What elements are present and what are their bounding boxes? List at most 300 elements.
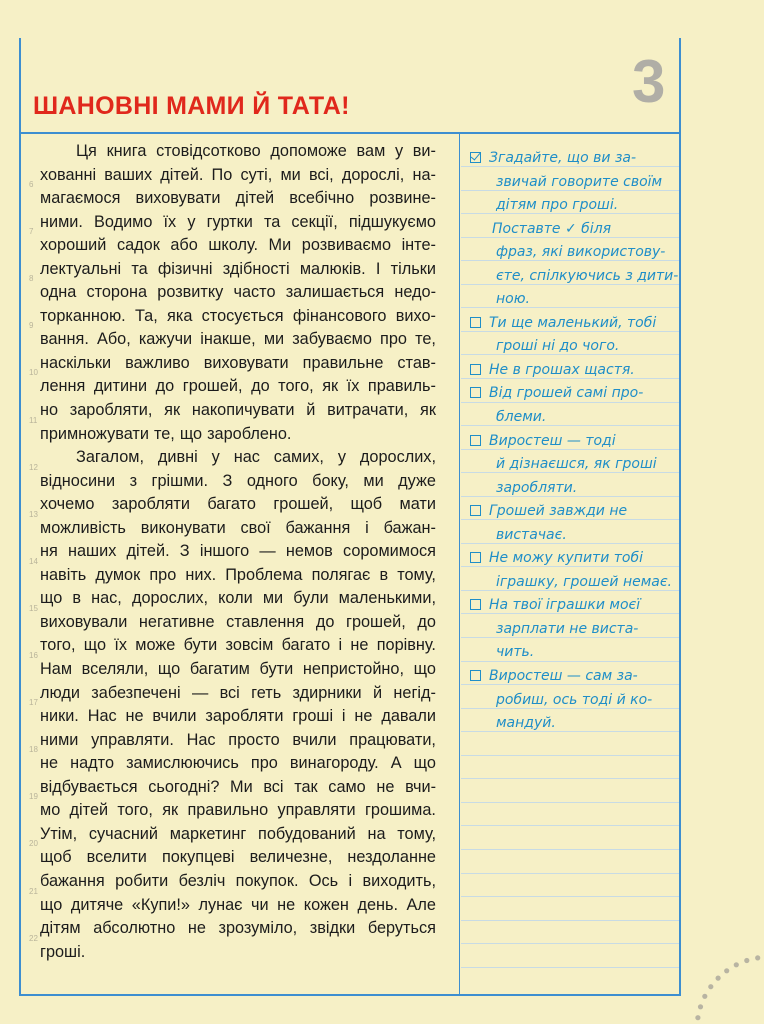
phrase-line (470, 547, 680, 571)
word: грошима. (364, 801, 436, 820)
word: просто (228, 730, 280, 749)
word: про (380, 330, 407, 349)
word: в (379, 565, 389, 584)
word: дивні (157, 448, 198, 467)
page-title: ШАНОВНІ МАМИ Й ТАТА! (33, 92, 350, 120)
word: гуртки (206, 212, 253, 231)
line-number: 11 (29, 415, 38, 425)
phrase-checkbox-item[interactable] (470, 500, 680, 547)
word: тільки (390, 259, 436, 278)
word: хороший (40, 236, 107, 255)
phrase-line (470, 500, 680, 524)
phrase-line (470, 382, 680, 406)
word: не (376, 777, 395, 796)
word: Нам (40, 660, 73, 679)
phrase-line: вистачає. (496, 526, 567, 543)
word: в (72, 589, 82, 608)
word: грошей, (182, 377, 243, 396)
word: до (315, 612, 335, 631)
body-text-line (40, 258, 436, 282)
word: правиль- (367, 377, 436, 396)
body-text-line (40, 540, 436, 564)
word: у (337, 448, 346, 467)
word: дітей. (126, 542, 170, 561)
word: покупок. (235, 871, 299, 890)
word: у (211, 448, 220, 467)
word: ня (40, 542, 58, 561)
body-text-line (40, 470, 436, 494)
word: надто (70, 754, 115, 773)
word: як (164, 401, 181, 420)
word: їх (163, 212, 177, 231)
phrase-line: й дізнаєшся, як гроші (496, 456, 657, 473)
word: заробляти, (69, 401, 153, 420)
line-number: 19 (29, 792, 38, 802)
word: іншого (199, 542, 250, 561)
body-text-line (40, 870, 436, 894)
word: дітей. (160, 165, 204, 184)
word: но (40, 401, 59, 420)
word: «Купи!» (131, 895, 190, 914)
phrase-line: мандуй. (496, 715, 556, 732)
word: виконувати (140, 518, 226, 537)
body-text-line (40, 658, 436, 682)
word: непристойно, (302, 660, 404, 679)
word: дітям (40, 919, 81, 938)
word: наскільки (40, 353, 112, 372)
word: люди (40, 683, 80, 702)
body-text-line (40, 446, 436, 470)
word: дітей (235, 189, 275, 208)
word: Нас (87, 707, 117, 726)
word: зовсім (225, 636, 274, 655)
word: відбувається (40, 777, 138, 796)
decorative-dot (734, 962, 739, 967)
word: і (365, 518, 369, 537)
ruled-line (461, 849, 679, 850)
word: може (135, 636, 176, 655)
body-text-line (40, 305, 436, 329)
word: управляти (277, 801, 356, 820)
word: що (40, 895, 63, 914)
word: та (131, 259, 148, 278)
checkbox-icon[interactable] (470, 670, 481, 681)
word: порівну. (376, 636, 436, 655)
body-text-line (40, 705, 436, 729)
decorative-dot (755, 955, 760, 960)
ruled-line (461, 778, 679, 779)
word: полягає (311, 565, 371, 584)
word: всі, (308, 165, 334, 184)
decorative-dot-arc (674, 934, 764, 1024)
word: негід- (393, 683, 436, 702)
decorative-dot (708, 984, 713, 989)
word: як (162, 801, 179, 820)
word: Загалом, (76, 448, 144, 467)
word: накопичувати (191, 401, 295, 420)
word: лунає (198, 895, 243, 914)
column-divider (459, 134, 460, 994)
checked-box-icon (470, 152, 481, 163)
intro-line (470, 147, 680, 171)
word: мати (399, 495, 436, 514)
line-number: 20 (29, 839, 38, 849)
body-text-line (40, 799, 436, 823)
phrase-text: Грошей завжди не (489, 503, 628, 520)
word: розвине- (369, 189, 436, 208)
word: дитяче (70, 895, 124, 914)
phrase-checkbox-item[interactable] (470, 312, 680, 359)
word: багато (281, 636, 331, 655)
word: на (367, 824, 386, 843)
body-text-line (40, 328, 436, 352)
word: так (294, 777, 318, 796)
word: не (125, 707, 144, 726)
word: Ми (230, 777, 253, 796)
ruled-line (461, 873, 679, 874)
phrase-text: Ти ще маленький, тобі (489, 314, 657, 331)
intro-line: звичай говорите своїм (496, 173, 663, 190)
decorative-dot (698, 1004, 703, 1009)
body-text-line (40, 564, 436, 588)
word: сторона (86, 283, 148, 302)
word: вам (356, 142, 386, 160)
word: вання. (40, 330, 89, 349)
ruled-line (461, 896, 679, 897)
word: Водимо (94, 212, 153, 231)
word: й (372, 683, 383, 702)
body-text-line (40, 682, 436, 706)
word: їх (346, 377, 360, 396)
word: величезне, (249, 848, 333, 867)
checkbox-icon[interactable] (470, 317, 481, 328)
checkbox-icon[interactable] (470, 505, 481, 516)
ruled-line (461, 825, 679, 826)
word: фізичні (157, 259, 213, 278)
decorative-dot (724, 968, 729, 973)
word: ставлення (226, 612, 305, 631)
decorative-dot (702, 994, 707, 999)
word: давали (381, 707, 436, 726)
word: дорослі, (341, 165, 405, 184)
word: кажучи (138, 330, 193, 349)
word: Ми (268, 236, 292, 255)
word: витрачати, (327, 401, 409, 420)
word: побудований (258, 824, 356, 843)
word: вчили (292, 730, 337, 749)
body-text-line (40, 164, 436, 188)
word: розвитку (157, 283, 224, 302)
word: сьогодні? (148, 777, 220, 796)
body-text-line (40, 941, 436, 965)
word: і (348, 871, 353, 890)
word: вчили (152, 707, 197, 726)
word: само (328, 777, 366, 796)
word: бути (183, 636, 218, 655)
word: тому, (397, 565, 436, 584)
word: лення (40, 377, 86, 396)
body-text-line (40, 634, 436, 658)
word: що (157, 660, 181, 679)
phrase-checkbox-item[interactable] (470, 665, 680, 736)
word: І (375, 259, 381, 278)
word: Але (406, 895, 436, 914)
word: до (251, 377, 270, 396)
word: стосується (201, 306, 284, 325)
phrase-line (470, 312, 680, 336)
phrase-line: чить. (496, 644, 535, 661)
checkbox-icon[interactable] (470, 599, 481, 610)
body-text-line (40, 140, 436, 164)
body-text-line (40, 281, 436, 305)
word: геть (251, 683, 282, 702)
intro-line: фраз, які використову- (496, 244, 666, 261)
word: до (417, 612, 436, 631)
word: Та, (134, 306, 158, 325)
phrase-text: Виростеш — сам за- (489, 668, 638, 685)
decorative-dot (716, 976, 721, 981)
word: — (259, 542, 276, 561)
phrase-line: робиш, ось тоді й ко- (496, 691, 653, 708)
checkbox-icon[interactable] (470, 552, 481, 563)
body-text-line (40, 423, 436, 447)
word: маркетинг (169, 824, 247, 843)
word: Нас (186, 730, 216, 749)
word: Або, (96, 330, 131, 349)
body-text-line (40, 234, 436, 258)
word: ми (280, 165, 301, 184)
word: абсолютно (93, 919, 176, 938)
phrase-checkbox-item[interactable] (470, 382, 680, 429)
ruled-line (461, 920, 679, 921)
phrase-text: На твої іграшки моєї (489, 597, 641, 614)
word: беруться (367, 919, 436, 938)
word: — (191, 683, 209, 702)
word: заробляти (205, 707, 284, 726)
word: те, (153, 424, 175, 443)
word: секції, (291, 212, 338, 231)
phrase-checkbox-item[interactable] (470, 594, 680, 665)
checkbox-icon[interactable] (470, 387, 481, 398)
word: правильно (187, 801, 269, 820)
ruled-line (461, 943, 679, 944)
word: гроші. (40, 942, 86, 961)
word: інте- (401, 236, 436, 255)
word: щоб (40, 848, 72, 867)
word: чи (251, 895, 269, 914)
body-text-line (40, 587, 436, 611)
phrase-checkbox-item[interactable] (470, 359, 680, 383)
word: По (211, 165, 233, 184)
checkbox-icon[interactable] (470, 435, 481, 446)
word: Ось (308, 871, 339, 890)
word: на- (412, 165, 436, 184)
word: дітей (69, 801, 109, 820)
word: нездоланне (347, 848, 436, 867)
line-number: 22 (29, 933, 38, 943)
word: здирники (292, 683, 362, 702)
word: грошей, (346, 612, 406, 631)
word: заробляти (111, 495, 190, 514)
line-number: 16 (29, 651, 38, 660)
word: Утім, (40, 824, 78, 843)
word: того, (117, 801, 153, 820)
body-text-line (40, 776, 436, 800)
phrase-line: гроші ні до чого. (496, 338, 620, 355)
word: про (250, 754, 278, 773)
word: що (413, 660, 436, 679)
word: бути (259, 660, 294, 679)
line-number: 14 (29, 556, 38, 566)
word: управляти. (91, 730, 174, 749)
intro-line: Поставте ✓ біля (492, 220, 612, 237)
word: гроші (292, 707, 334, 726)
word: суті, (240, 165, 273, 184)
checkbox-icon[interactable] (470, 364, 481, 375)
frame-left-border (19, 38, 21, 996)
body-text-line (40, 352, 436, 376)
word: і (341, 707, 346, 726)
word: всебічно (289, 189, 355, 208)
word: що (40, 589, 63, 608)
word: магаємося (40, 189, 121, 208)
word: та (263, 212, 281, 231)
word: забуваємо (292, 330, 372, 349)
body-text-line (40, 894, 436, 918)
main-article-text (40, 140, 436, 964)
phrase-checkbox-item[interactable] (470, 547, 680, 594)
word: часто (233, 283, 276, 302)
word: кожен (303, 895, 349, 914)
word: безліч (178, 871, 226, 890)
word: у (394, 142, 404, 160)
phrase-line: зарплати не виста- (496, 620, 639, 637)
word: і (338, 636, 343, 655)
phrase-line (470, 665, 680, 689)
word: ми (262, 589, 284, 608)
word: бажання (40, 871, 105, 890)
word: боку, (312, 471, 349, 490)
phrase-line: іграшку, грошей немає. (496, 573, 672, 590)
line-number: 13 (29, 509, 38, 519)
word: хованні (40, 165, 97, 184)
sidebar-checklist (470, 147, 680, 736)
word: всі (263, 777, 284, 796)
word: інакше, (200, 330, 256, 349)
word: З (222, 471, 233, 490)
decorative-dot (695, 1015, 700, 1020)
word: правильне (302, 353, 384, 372)
word: що (179, 424, 203, 443)
word: думок (95, 565, 141, 584)
word: були (293, 589, 329, 608)
word: грошей, (273, 495, 334, 514)
word: тому, (397, 824, 436, 843)
word: соромимося (343, 542, 436, 561)
word: зрозуміло, (218, 919, 298, 938)
word: не (350, 636, 369, 655)
word: виходить, (362, 871, 436, 890)
word: замислюючись (126, 754, 239, 773)
word: або (170, 236, 198, 255)
line-number: 8 (29, 274, 34, 284)
word: як (420, 401, 436, 420)
word: щоб (350, 495, 383, 514)
word: про (149, 565, 177, 584)
word: працювати, (349, 730, 436, 749)
line-number: 6 (29, 180, 34, 189)
word: наших (68, 542, 117, 561)
line-number: 7 (29, 227, 34, 237)
body-text-line (40, 187, 436, 211)
body-text-line (40, 729, 436, 753)
word: А (390, 754, 402, 773)
word: вселити (86, 848, 147, 867)
line-number: 21 (29, 886, 38, 896)
word: покупцеві (161, 848, 235, 867)
word: можливість (40, 518, 126, 537)
body-text-line (40, 846, 436, 870)
word: винагороду. (289, 754, 379, 773)
line-number: 17 (29, 698, 38, 708)
word: багато (207, 495, 256, 514)
word: важливо (125, 353, 190, 372)
phrase-line (470, 359, 680, 383)
word: розвиваємо (301, 236, 391, 255)
word: З (179, 542, 190, 561)
word: залишається (285, 283, 385, 302)
intro-text: Згадайте, що ви за- (489, 150, 637, 166)
word: торканною. (40, 306, 126, 325)
word: коли (218, 589, 253, 608)
word: бажання (285, 518, 351, 537)
word: дуже (398, 471, 436, 490)
word: примножувати (40, 424, 149, 443)
word: садок (116, 236, 160, 255)
word: у (187, 212, 196, 231)
word: робити (115, 871, 169, 890)
word: з (129, 471, 138, 490)
word: ви- (412, 142, 436, 160)
word: виховувати (135, 189, 221, 208)
word: як (322, 377, 339, 396)
word: книга (106, 142, 147, 160)
ruled-line (461, 755, 679, 756)
word: них. (185, 565, 217, 584)
phrase-line: заробляти. (496, 479, 578, 496)
frame-bottom-border (19, 994, 681, 996)
body-text-line (40, 823, 436, 847)
word: нас (233, 448, 260, 467)
body-text-line (40, 493, 436, 517)
word: дитини (93, 377, 148, 396)
word: ваших (104, 165, 153, 184)
ruled-line (461, 967, 679, 968)
word: сучасний (88, 824, 158, 843)
word: багатим (189, 660, 250, 679)
word: навіть (40, 565, 87, 584)
line-number: 10 (29, 368, 38, 378)
body-text-line (40, 752, 436, 776)
body-text-line (40, 375, 436, 399)
phrase-text: Виростеш — тоді (489, 432, 616, 449)
word: Проблема (225, 565, 303, 584)
page-number: 3 (632, 48, 666, 115)
word: одного (246, 471, 298, 490)
word: негативне (138, 612, 215, 631)
word: виховували (40, 612, 128, 631)
phrase-checkbox-item[interactable] (470, 430, 680, 501)
